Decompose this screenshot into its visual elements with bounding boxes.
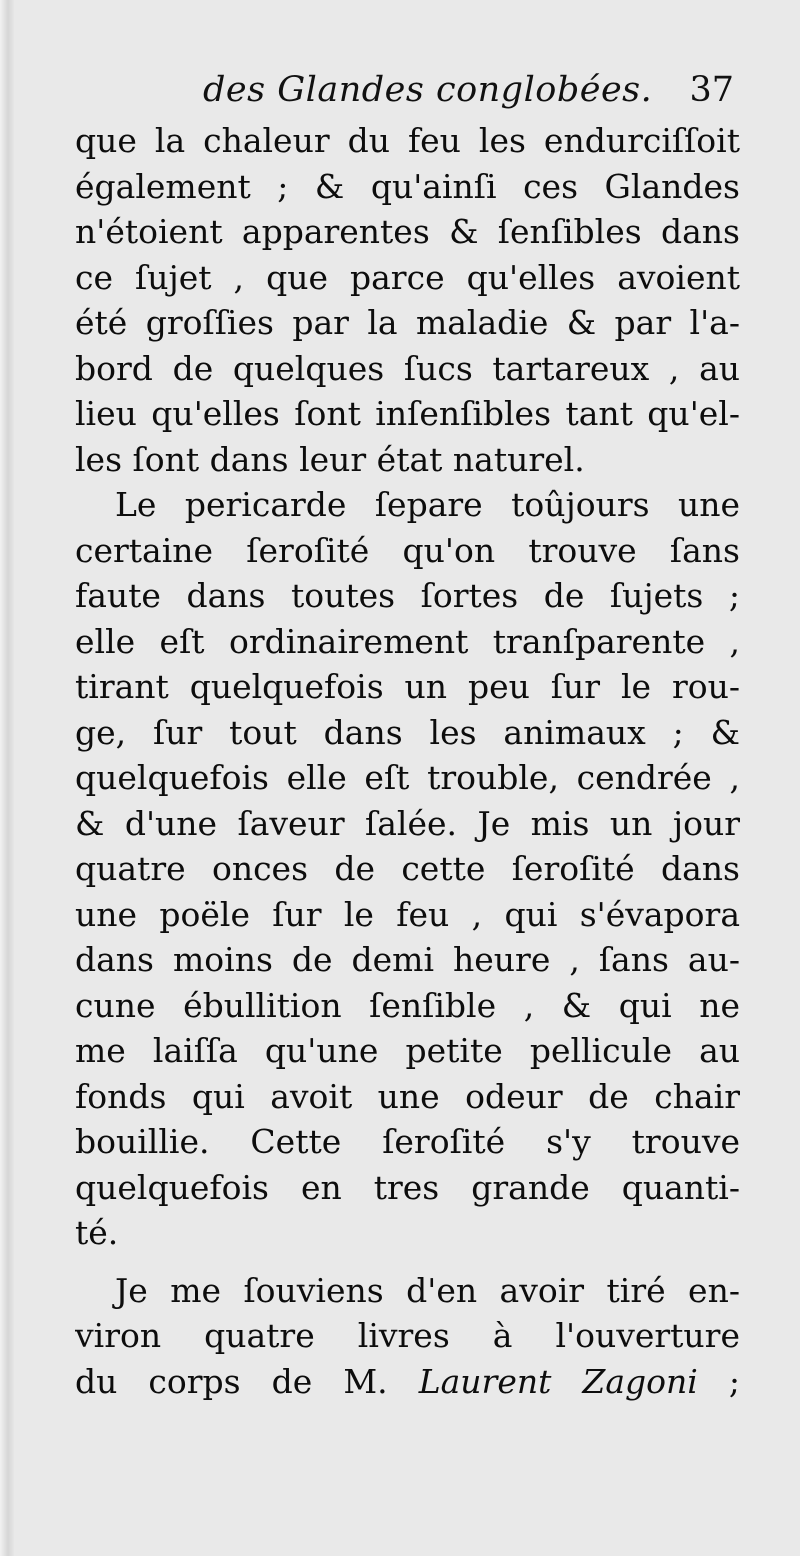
text-line: me laiſſa qu'une petite pellicule au — [75, 1031, 740, 1070]
text-line: quatre onces de cette ſeroſité dans — [75, 849, 740, 888]
text-line: Le pericarde ſepare toûjours une — [115, 485, 740, 524]
page-header — [75, 70, 740, 120]
paragraph-1 — [75, 118, 740, 482]
text-line: faute dans toutes ſortes de ſujets ; — [75, 576, 740, 615]
text-fragment: du corps de M. — [75, 1361, 388, 1401]
text-line-final — [75, 1359, 740, 1405]
text-line: bord de quelques ſucs tartareux , au — [75, 348, 740, 388]
text-line: n'étoient apparentes & ſenſibles dans — [75, 212, 740, 251]
text-line: tirant quelquefois un peu ſur le rou- — [75, 667, 740, 706]
text-line: une poële ſur le feu , qui s'évapora — [75, 894, 740, 934]
text-line: également ; & qu'ainſi ces Glandes — [75, 166, 740, 206]
text-fragment: ; — [728, 1361, 740, 1401]
body-text — [75, 118, 740, 1404]
text-line: quelquefois en tres grande quanti- — [75, 1167, 740, 1207]
text-line: que la chaleur du feu les endurciſſoit — [75, 121, 740, 160]
text-line: Je me ſouviens d'en avoir tiré en- — [115, 1270, 740, 1310]
text-line: elle eſt ordinairement tranſparente , — [75, 621, 740, 661]
text-line: certaine ſeroſité qu'on trouve ſans — [75, 530, 740, 570]
text-line: quelquefois elle eſt trouble, cendrée , — [75, 758, 740, 797]
text-line: lieu qu'elles ſont inſenſibles tant qu'el- — [75, 394, 740, 433]
paragraph-2 — [75, 482, 740, 1256]
paragraph-3 — [75, 1268, 740, 1405]
text-line: ce ſujet , que parce qu'elles avoient — [75, 257, 740, 297]
text-line: ge, ſur tout dans les animaux ; & — [75, 712, 740, 752]
text-line: les ſont dans leur état naturel. — [75, 439, 585, 479]
text-line: dans moins de demi heure , ſans au- — [75, 940, 740, 979]
text-line: & d'une ſaveur ſalée. Je mis un jour — [75, 803, 740, 843]
text-line: fonds qui avoit une odeur de chair — [75, 1076, 740, 1116]
page-number: 37 — [689, 70, 734, 110]
running-title: des Glandes conglobées. — [203, 70, 653, 110]
text-line: cune ébullition ſenſible , & qui ne — [75, 985, 740, 1025]
text-line: viron quatre livres à l'ouverture — [75, 1316, 740, 1355]
text-line: bouillie. Cette ſeroſité s'y trouve — [75, 1122, 740, 1161]
text-line: été groſſies par la maladie & par l'a- — [75, 303, 740, 342]
paragraph-spacer — [75, 1256, 740, 1268]
text-line: té. — [75, 1213, 119, 1252]
person-name: Laurent Zagoni — [418, 1361, 698, 1401]
